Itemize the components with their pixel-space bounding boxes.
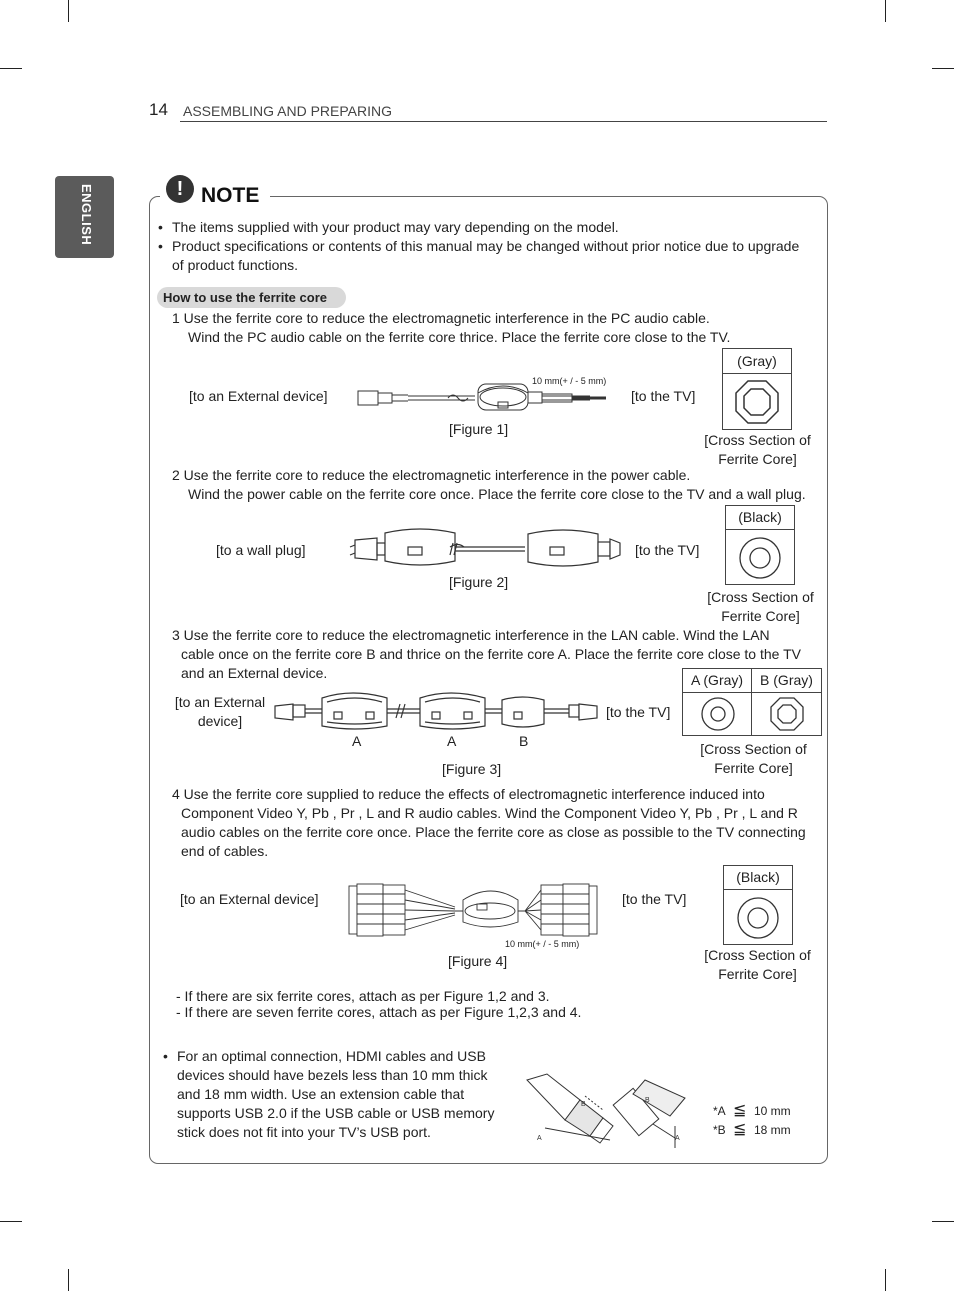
step4-right-label: [to the TV] — [622, 891, 687, 907]
step2-cross-section — [725, 505, 795, 585]
step4-text: end of cables. — [181, 843, 269, 859]
bullet-dot: • — [158, 219, 163, 235]
left-label-line: device] — [197, 713, 243, 729]
step3-text: and an External device. — [181, 665, 328, 681]
hdmi-fig-label-a: A — [537, 1135, 542, 1142]
round-core-icon — [738, 536, 782, 580]
dim-a-label: *A — [713, 1104, 726, 1118]
hdmi-note — [177, 1047, 494, 1142]
core-a-label: A — [447, 733, 457, 749]
crop-mark — [0, 68, 22, 69]
bullet-text: Product specifications or contents of this manual may be changed without prior notice due to upgrade — [172, 238, 800, 254]
cross-section-line: Ferrite Core] — [714, 760, 793, 776]
left-label-line: [to an External — [174, 694, 266, 710]
note-title: NOTE — [201, 184, 260, 207]
bullet-text: of product functions. — [172, 257, 299, 273]
step4-core-color: (Black) — [724, 866, 792, 890]
header-rule — [180, 121, 827, 122]
extra-note: - If there are six ferrite cores, attach as per Figure 1,2 and 3. — [176, 988, 550, 1004]
cross-section-line: [Cross Section of — [704, 432, 811, 448]
step4-text: audio cables on the ferrite core once. Place the ferrite core as close as possible to the TV connecting — [181, 824, 806, 840]
crop-mark — [0, 1221, 22, 1222]
step2-left-label: [to a wall plug] — [216, 542, 306, 558]
step1-text: Wind the PC audio cable on the ferrite core thrice. Place the ferrite core close to the TV. — [188, 329, 731, 345]
step4-cross-section — [723, 865, 793, 945]
cross-section-line: Ferrite Core] — [721, 608, 800, 624]
step1-figure-caption: [Figure 1] — [449, 421, 509, 437]
step1-cross-label — [700, 431, 815, 469]
crop-mark — [68, 0, 69, 22]
usb-fig-label-b: B — [645, 1097, 650, 1104]
dim-a-value: 10 mm — [754, 1104, 791, 1118]
usb-fig-label-a: A — [675, 1135, 680, 1142]
step2-text: 2 Use the ferrite core to reduce the electromagnetic interference in the power cable. — [172, 467, 691, 483]
step1-right-label: [to the TV] — [631, 388, 696, 404]
step3-text: 3 Use the ferrite core to reduce the electromagnetic interference in the LAN cable. Wind the LAN — [172, 627, 770, 643]
ferrite-subheading: How to use the ferrite core — [157, 287, 346, 308]
extra-note: - If there are seven ferrite cores, attach as per Figure 1,2,3 and 4. — [176, 1004, 582, 1020]
step1-core-color: (Gray) — [723, 349, 791, 374]
crop-mark — [885, 0, 886, 22]
cross-section-line: [Cross Section of — [700, 741, 807, 757]
page-number: 14 — [149, 100, 168, 119]
step1-left-label: [to an External device] — [189, 388, 328, 404]
step3-left-label — [168, 693, 272, 731]
cross-section-line: Ferrite Core] — [718, 451, 797, 467]
dim-b-symbol: ≦ — [733, 1121, 747, 1138]
round-core-icon — [736, 896, 780, 940]
bullet-text: The items supplied with your product may vary depending on the model. — [172, 219, 619, 235]
dim-a-symbol: ≦ — [733, 1102, 747, 1119]
hdmi-note-line: stick does not fit into your TV’s USB port. — [177, 1124, 431, 1140]
crop-mark — [932, 1221, 954, 1222]
octagon-core-icon — [769, 696, 805, 732]
step4-left-label: [to an External device] — [180, 891, 319, 907]
power-cable-figure — [350, 525, 625, 570]
cross-col-a-header: A (Gray) — [683, 669, 752, 693]
crop-mark — [932, 68, 954, 69]
dim-b-value: 18 mm — [754, 1123, 791, 1137]
step3-cross-section — [682, 668, 822, 736]
audio-cable-figure — [350, 375, 620, 415]
section-title: ASSEMBLING AND PREPARING — [183, 103, 393, 119]
hdmi-usb-figure — [525, 1070, 695, 1150]
step3-figure-caption: [Figure 3] — [442, 761, 502, 777]
cross-section-line: [Cross Section of — [704, 947, 811, 963]
step2-text: Wind the power cable on the ferrite core once. Place the ferrite core close to the TV and a wall plug. — [188, 486, 806, 502]
cross-section-line: [Cross Section of — [707, 589, 814, 605]
language-tab-label: ENGLISH — [79, 184, 94, 246]
step2-right-label: [to the TV] — [635, 542, 700, 558]
hdmi-note-line: supports USB 2.0 if the USB cable or USB memory — [177, 1105, 495, 1121]
step4-cross-label — [700, 946, 815, 984]
step4-text: 4 Use the ferrite core supplied to reduce the effects of electromagnetic interference induced into — [172, 786, 765, 802]
crop-mark — [885, 1269, 886, 1291]
core-a-label: A — [352, 733, 362, 749]
dim-b-label: *B — [713, 1123, 726, 1137]
step4-text: Component Video Y, Pb , Pr , L and R audio cables. Wind the Component Video Y, Pb , Pr , L and R — [181, 805, 798, 821]
bullet-dot: • — [158, 238, 163, 254]
step2-figure-caption: [Figure 2] — [449, 574, 509, 590]
step3-right-label: [to the TV] — [606, 704, 671, 720]
hdmi-fig-label-b: B — [581, 1101, 586, 1108]
step2-core-color: (Black) — [726, 506, 794, 530]
cross-section-line: Ferrite Core] — [718, 966, 797, 982]
note-icon: ! — [166, 175, 194, 203]
bullet-dot: • — [163, 1048, 168, 1064]
cross-col-b-header: B (Gray) — [752, 669, 821, 693]
core-b-label: B — [519, 733, 529, 749]
step4-dimension: 10 mm(+ / - 5 mm) — [505, 939, 580, 949]
cross-col-divider — [751, 692, 752, 735]
step4-figure-caption: [Figure 4] — [448, 953, 508, 969]
component-cable-figure — [345, 880, 605, 940]
step1-dimension: 10 mm(+ / - 5 mm) — [532, 376, 607, 386]
step1-text: 1 Use the ferrite core to reduce the electromagnetic interference in the PC audio cable. — [172, 310, 710, 326]
crop-mark — [68, 1269, 69, 1291]
step2-cross-label — [703, 588, 818, 626]
hdmi-note-line: devices should have bezels less than 10 mm thick — [177, 1067, 488, 1083]
step1-cross-section — [722, 348, 792, 430]
round-core-icon — [700, 696, 736, 732]
step3-cross-label — [696, 740, 811, 778]
language-tab — [55, 176, 114, 258]
lan-cable-figure — [272, 690, 602, 735]
step3-text: cable once on the ferrite core B and thrice on the ferrite core A. Place the ferrite core close to the TV — [181, 646, 801, 662]
hdmi-note-line: and 18 mm width. Use an extension cable that — [177, 1086, 465, 1102]
hdmi-note-line: For an optimal connection, HDMI cables and USB — [177, 1048, 486, 1064]
octagon-core-icon — [734, 379, 780, 425]
